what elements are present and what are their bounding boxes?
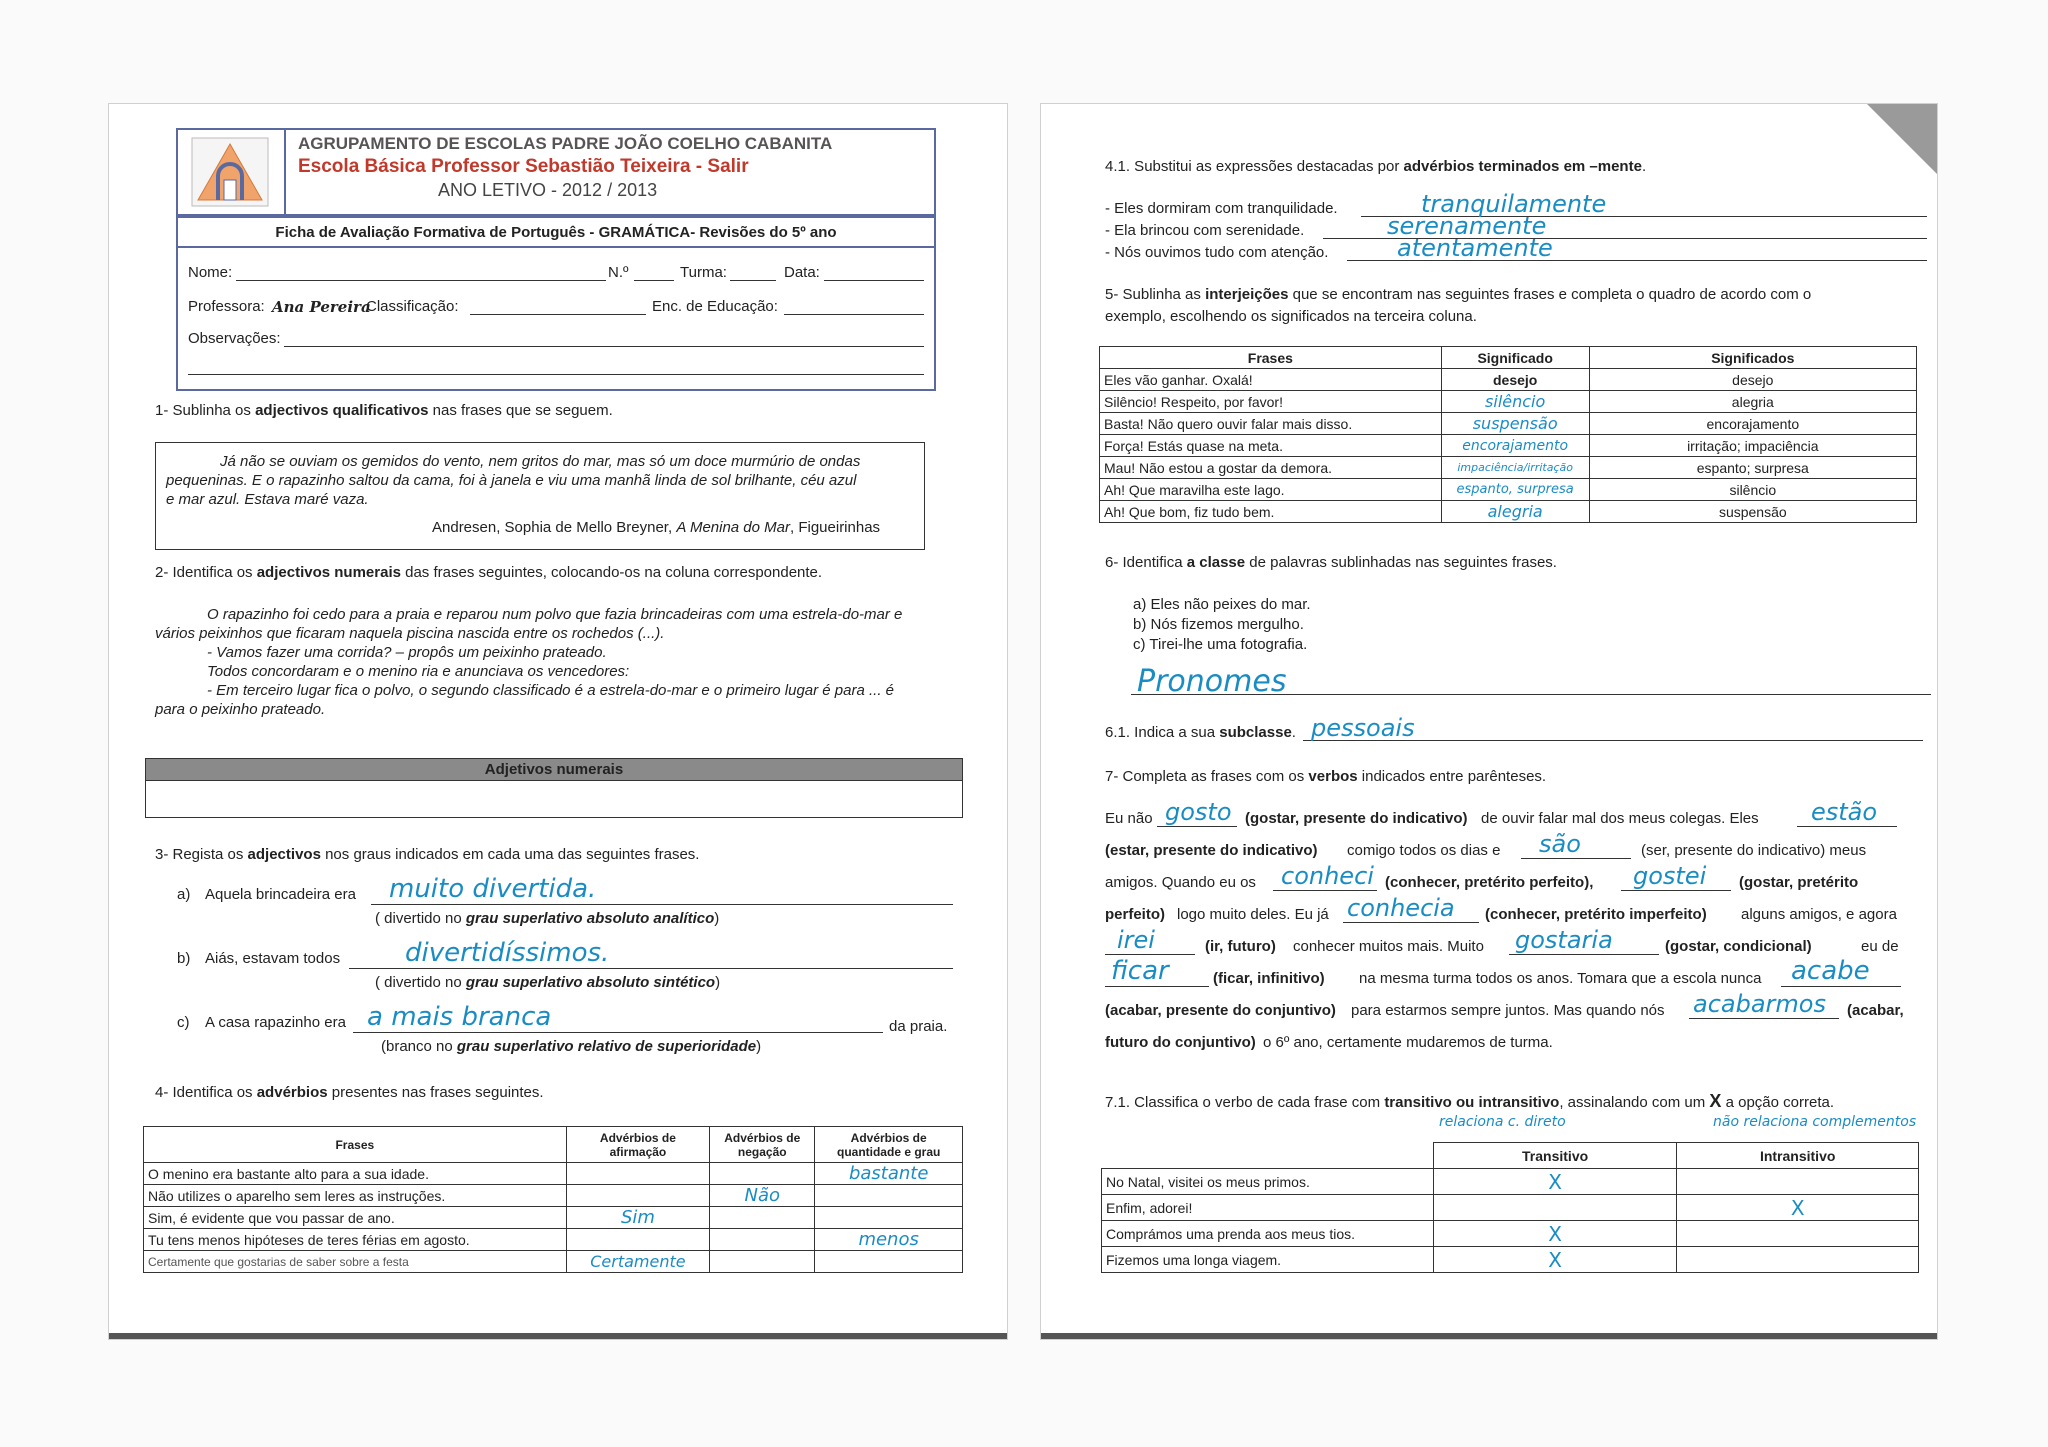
- q7-text: (gostar, condicional): [1665, 938, 1812, 955]
- table-row: Comprámos uma prenda aos meus tios. X: [1102, 1221, 1919, 1247]
- question-4: 4- Identifica os advérbios presentes nas frases seguintes.: [155, 1084, 544, 1101]
- table-row: Não utilizes o aparelho sem leres as instruções. Não: [144, 1185, 963, 1207]
- q2-paragraph-line3: - Vamos fazer uma corrida? – propôs um peixinho prateado.: [207, 644, 607, 661]
- q41-line3: - Nós ouvimos tudo com atenção.: [1105, 244, 1329, 261]
- student-info-box: [176, 216, 936, 391]
- q7-text: (ir, futuro): [1205, 938, 1276, 955]
- transitivo-header-row: Transitivo Intransitivo: [1102, 1143, 1919, 1169]
- adverbios-header-row: [144, 1127, 963, 1163]
- q6-item-c: c) Tirei-lhe uma fotografia.: [1133, 636, 1308, 653]
- q6-item-a: a) Eles não peixes do mar.: [1133, 596, 1311, 613]
- q7-answer-11: acabarmos: [1693, 990, 1826, 1018]
- table-row: Enfim, adorei! X: [1102, 1195, 1919, 1221]
- q7-answer-2: estão: [1811, 798, 1878, 826]
- table-row: Silêncio! Respeito, por favor! silêncio alegria: [1100, 391, 1917, 413]
- q7-text: (gostar, presente do indicativo): [1245, 810, 1468, 827]
- data-field[interactable]: [824, 280, 924, 281]
- q7-answer-5: gostei: [1633, 862, 1707, 890]
- q7-text: (ficar, infinitivo): [1213, 970, 1325, 987]
- q3a-hint: ( divertido no grau superlativo absoluto analítico): [375, 910, 720, 927]
- numero-field[interactable]: [634, 280, 674, 281]
- table-row: Eles vão ganhar. Oxalá! desejo desejo: [1100, 369, 1917, 391]
- q7-text: (estar, presente do indicativo): [1105, 842, 1318, 859]
- question-4-1: 4.1. Substitui as expressões destacadas por advérbios terminados em –mente.: [1105, 158, 1647, 175]
- right-page-edge: [1041, 1333, 1937, 1339]
- right-page: [1040, 103, 1938, 1340]
- q1-paragraph-line2: pequeninas. E o rapazinho saltou da cama, foi à janela e viu uma manhã linda de sol brilhante, céu azul: [166, 472, 857, 489]
- classificacao-label: Classificação:: [366, 298, 459, 315]
- q7-answer-10: acabe: [1791, 956, 1870, 986]
- header-frases: Frases: [144, 1127, 567, 1163]
- q1-paragraph-line1: Já não se ouviam os gemidos do vento, nem gritos do mar, mas só um doce murmúrio de ondas: [220, 453, 861, 470]
- q41-line2: - Ela brincou com serenidade.: [1105, 222, 1305, 239]
- question-1: 1- Sublinha os adjectivos qualificativos nas frases que se seguem.: [155, 402, 613, 419]
- question-5-line2: exemplo, escolhendo os significados na terceira coluna.: [1105, 308, 1477, 325]
- q7-text: conhecer muitos mais. Muito: [1293, 938, 1484, 955]
- turma-label: Turma:: [680, 264, 727, 281]
- table-row: Sim, é evidente que vou passar de ano. Sim: [144, 1207, 963, 1229]
- q7-blank-2[interactable]: [1797, 826, 1897, 827]
- nome-field[interactable]: [236, 280, 606, 281]
- header-negacao: Advérbios de negação: [710, 1127, 815, 1163]
- turma-field[interactable]: [730, 280, 776, 281]
- professora-label: Professora:: [188, 298, 265, 315]
- q7-blank-11[interactable]: [1689, 1018, 1839, 1019]
- q7-text: (acabar,: [1847, 1002, 1904, 1019]
- q7-text: (gostar, pretérito: [1739, 874, 1859, 891]
- q7-text: o 6º ano, certamente mudaremos de turma.: [1263, 1034, 1553, 1051]
- table-row: Tu tens menos hipóteses de teres férias em agosto. menos: [144, 1229, 963, 1251]
- q7-answer-1: gosto: [1165, 798, 1232, 826]
- q7-answer-6: conhecia: [1347, 894, 1455, 922]
- q7-text: perfeito): [1105, 906, 1165, 923]
- left-page: [108, 103, 1008, 1340]
- table-row: O menino era bastante alto para a sua idade. bastante: [144, 1163, 963, 1185]
- q7-text: (conhecer, pretérito imperfeito): [1485, 906, 1707, 923]
- question-7: 7- Completa as frases com os verbos indicados entre parênteses.: [1105, 768, 1547, 785]
- q7-text: (acabar, presente do conjuntivo): [1105, 1002, 1336, 1019]
- q1-paragraph-line3: e mar azul. Estava maré vaza.: [166, 491, 369, 508]
- adjetivos-numerais-table: [145, 758, 963, 818]
- q41-line1: - Eles dormiram com tranquilidade.: [1105, 200, 1338, 217]
- school-name: Escola Básica Professor Sebastião Teixeira - Salir: [298, 156, 749, 177]
- interjeicoes-header-row: Frases Significado Significados: [1100, 347, 1917, 369]
- q7-text: na mesma turma todos os anos. Tomara que a escola nunca: [1359, 970, 1762, 987]
- classificacao-field[interactable]: [470, 314, 646, 315]
- data-label: Data:: [784, 264, 820, 281]
- q7-text: alguns amigos, e agora: [1741, 906, 1897, 923]
- q7-answer-9: ficar: [1111, 956, 1169, 986]
- enc-educacao-label: Enc. de Educação:: [652, 298, 778, 315]
- q7-blank-6[interactable]: [1343, 922, 1479, 923]
- question-6-1: 6.1. Indica a sua subclasse.: [1105, 724, 1296, 741]
- table-row: Ah! Que maravilha este lago. espanto, surpresa silêncio: [1100, 479, 1917, 501]
- q3b-text: Aiás, estavam todos: [205, 950, 341, 967]
- numero-label: N.º: [608, 264, 629, 281]
- question-5: 5- Sublinha as interjeições que se encontram nas seguintes frases e completa o quadro de acordo com o: [1105, 286, 1812, 303]
- worksheet-title: Ficha de Avaliação Formativa de Português - GRAMÁTICA- Revisões do 5º ano: [178, 218, 934, 248]
- observacoes-field-line2[interactable]: [188, 374, 924, 375]
- q2-paragraph-line2: vários peixinhos que ficaram naquela piscina nascida entre os rochedos (...).: [155, 625, 665, 642]
- q7-text: logo muito deles. Eu já: [1177, 906, 1329, 923]
- q71-note-transitivo: relaciona c. direto: [1439, 1114, 1566, 1130]
- q7-text: para estarmos sempre juntos. Mas quando nós: [1351, 1002, 1665, 1019]
- q7-text: amigos. Quando eu os: [1105, 874, 1256, 891]
- q3b-hint: ( divertido no grau superlativo absoluto sintético): [375, 974, 721, 991]
- q7-answer-8: gostaria: [1515, 926, 1613, 954]
- q7-text: de ouvir falar mal dos meus colegas. Eles: [1481, 810, 1759, 827]
- q3c-answer: a mais branca: [367, 1002, 552, 1032]
- q7-blank-5[interactable]: [1621, 890, 1731, 891]
- q1-text-box: [155, 442, 925, 550]
- adverbios-table: [143, 1126, 963, 1273]
- school-year: ANO LETIVO - 2012 / 2013: [438, 180, 658, 200]
- question-6: 6- Identifica a classe de palavras sublinhadas nas seguintes frases.: [1105, 554, 1557, 571]
- q7-blank-1[interactable]: [1157, 826, 1237, 827]
- header-quantidade: Advérbios de quantidade e grau: [815, 1127, 963, 1163]
- table-row: Força! Estás quase na meta. encorajamento irritação; impaciência: [1100, 435, 1917, 457]
- q7-blank-9[interactable]: [1105, 986, 1209, 987]
- q41-line2-answer: serenamente: [1387, 212, 1547, 240]
- q61-answer: pessoais: [1311, 714, 1415, 742]
- table-row: Ah! Que bom, fiz tudo bem. alegria suspensão: [1100, 501, 1917, 523]
- q3c-answer-line[interactable]: [353, 1032, 883, 1033]
- q7-blank-3[interactable]: [1521, 858, 1631, 859]
- transitivo-table: [1101, 1142, 1919, 1273]
- question-7-1: 7.1. Classifica o verbo de cada frase com transitivo ou intransitivo, assinalando com um X a opção correta.: [1105, 1091, 1835, 1111]
- q7-blank-8[interactable]: [1509, 954, 1659, 955]
- left-page-edge: [109, 1333, 1007, 1339]
- q7-answer-7: irei: [1117, 926, 1155, 954]
- q3a-text: Aquela brincadeira era: [205, 886, 356, 903]
- interjeicoes-table: [1099, 346, 1917, 523]
- q7-blank-7[interactable]: [1105, 954, 1195, 955]
- enc-educacao-field[interactable]: [784, 314, 924, 315]
- q7-text: Eu não: [1105, 810, 1153, 827]
- q41-line3-answer: atentamente: [1397, 234, 1553, 262]
- q3a-label: a): [177, 886, 191, 903]
- observacoes-field[interactable]: [284, 346, 924, 347]
- q3a-answer: muito divertida.: [389, 874, 597, 904]
- q3c-hint: (branco no grau superlativo relativo de superioridade): [381, 1038, 762, 1055]
- folded-corner: [1867, 104, 1937, 174]
- q2-paragraph-line4: Todos concordaram e o menino ria e anunciava os vencedores:: [207, 663, 630, 680]
- q3b-label: b): [177, 950, 191, 967]
- q41-line1-answer: tranquilamente: [1421, 190, 1607, 218]
- q7-blank-10[interactable]: [1781, 986, 1901, 987]
- q3c-label: c): [177, 1014, 190, 1031]
- q6-answer: Pronomes: [1137, 664, 1287, 699]
- adjetivos-numerais-header: Adjetivos numerais: [146, 759, 962, 781]
- q7-text: (conhecer, pretérito perfeito),: [1385, 874, 1594, 891]
- q7-blank-4[interactable]: [1273, 890, 1377, 891]
- table-row: Certamente que gostarias de saber sobre a festa Certamente: [144, 1251, 963, 1273]
- q1-source: Andresen, Sophia de Mello Breyner, A Menina do Mar, Figueirinhas: [432, 519, 881, 536]
- q3b-answer-line[interactable]: [349, 968, 953, 969]
- header-afirmacao: Advérbios de afirmação: [566, 1127, 710, 1163]
- professora-name: Ana Pereira: [272, 298, 371, 316]
- table-row: No Natal, visitei os meus primos. X: [1102, 1169, 1919, 1195]
- q2-paragraph-line6: para o peixinho prateado.: [155, 701, 326, 718]
- q3c-end: da praia.: [889, 1018, 948, 1035]
- nome-label: Nome:: [188, 264, 233, 281]
- q7-text: (ser, presente do indicativo) meus: [1641, 842, 1867, 859]
- agrupamento-title: AGRUPAMENTO DE ESCOLAS PADRE JOÃO COELHO CABANITA: [298, 134, 833, 153]
- q71-note-intransitivo: não relaciona complementos: [1713, 1114, 1917, 1130]
- q3c-text: A casa rapazinho era: [205, 1014, 346, 1031]
- school-logo: [178, 130, 286, 214]
- table-row: Fizemos uma longa viagem. X: [1102, 1247, 1919, 1273]
- question-3: 3- Regista os adjectivos nos graus indicados em cada uma das seguintes frases.: [155, 846, 700, 863]
- q7-answer-3: são: [1539, 830, 1581, 858]
- school-header: [176, 128, 936, 216]
- q7-answer-4: conheci: [1281, 862, 1374, 890]
- table-row: Basta! Não quero ouvir falar mais disso. suspensão encorajamento: [1100, 413, 1917, 435]
- q7-text: eu de: [1861, 938, 1899, 955]
- q7-text: futuro do conjuntivo): [1105, 1034, 1256, 1051]
- question-2: 2- Identifica os adjectivos numerais das frases seguintes, colocando-os na coluna correspondente.: [155, 564, 823, 581]
- table-row: Mau! Não estou a gostar da demora. impaciência/irritação espanto; surpresa: [1100, 457, 1917, 479]
- observacoes-label: Observações:: [188, 330, 281, 347]
- q6-item-b: b) Nós fizemos mergulho.: [1133, 616, 1304, 633]
- q2-paragraph-line5: - Em terceiro lugar fica o polvo, o segundo classificado é a estrela-do-mar e o primeiro lugar é para ... é: [207, 682, 894, 699]
- q2-paragraph-line1: O rapazinho foi cedo para a praia e reparou num polvo que fazia brincadeiras com uma estrela-do-mar e: [207, 606, 903, 623]
- q7-text: comigo todos os dias e: [1347, 842, 1501, 859]
- q3a-answer-line[interactable]: [371, 904, 953, 905]
- q3b-answer: divertidíssimos.: [405, 938, 610, 968]
